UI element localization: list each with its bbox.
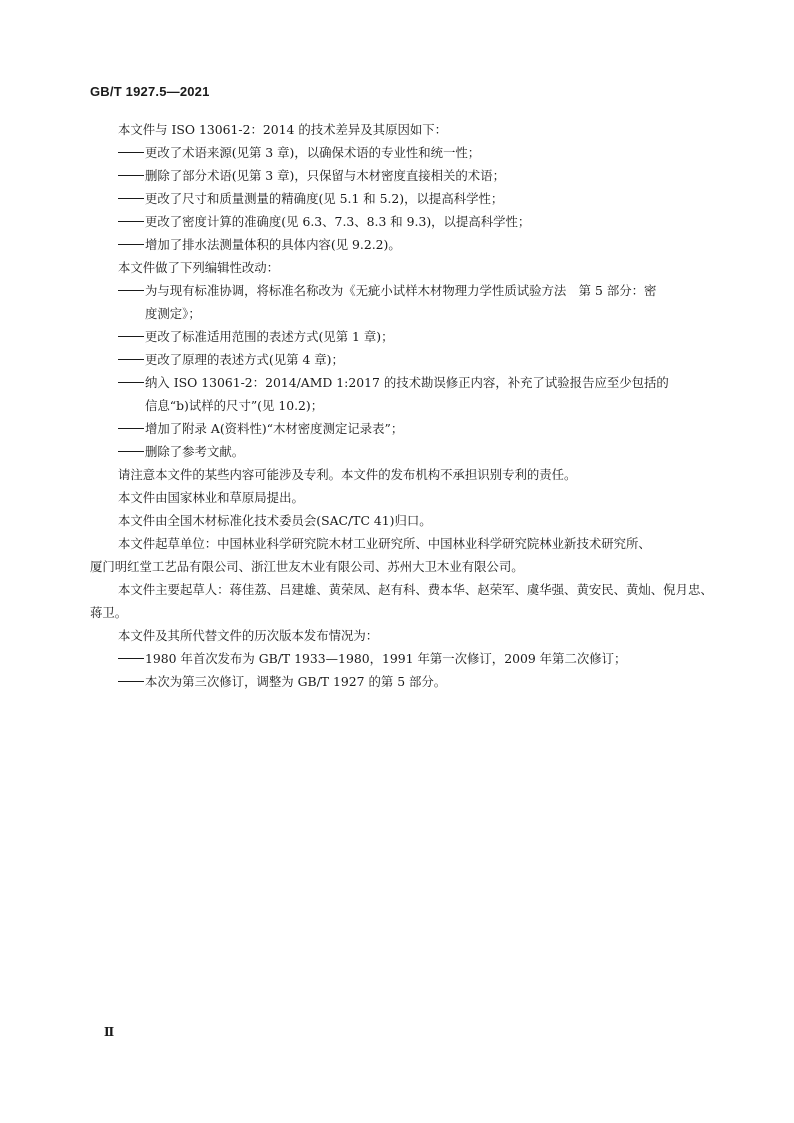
main-drafters-continued: 蒋卫。 [90, 605, 128, 620]
page-number: Ⅱ [104, 1025, 114, 1039]
dash-bullet [118, 290, 144, 292]
list-item [118, 141, 708, 164]
list-item [118, 670, 708, 693]
list-item [118, 371, 708, 394]
list-item [118, 233, 708, 256]
list-item-continuation: 度测定》； [145, 306, 201, 321]
dash-bullet [118, 152, 144, 154]
list-item [118, 325, 708, 348]
list-item-text: 增加了排水法测量体积的具体内容(见 9.2.2)。 [145, 237, 401, 252]
list-item [118, 348, 708, 371]
paragraph-line: 本文件与 ISO 13061-2：2014 的技术差异及其原因如下： [118, 122, 448, 137]
dash-bullet [118, 428, 144, 430]
standard-number-header: GB/T 1927.5—2021 [90, 84, 210, 99]
dash-bullet [118, 681, 144, 683]
list-item-text: 为与现有标准协调，将标准名称改为《无疵小试样木材物理力学性质试验方法 第 5 部分：密 [145, 283, 657, 298]
list-item [118, 417, 708, 440]
dash-bullet [118, 221, 144, 223]
list-item-text: 本次为第三次修订，调整为 GB/T 1927 的第 5 部分。 [145, 674, 447, 689]
list-item-text: 更改了原理的表述方式(见第 4 章)； [145, 352, 344, 367]
dash-bullet [118, 336, 144, 338]
drafting-organizations-continued: 厦门明红堂工艺品有限公司、浙江世友木业有限公司、苏州大卫木业有限公司。 [90, 559, 524, 574]
dash-bullet [118, 244, 144, 246]
main-drafters: 本文件主要起草人：蒋佳荔、吕建雄、黄荣凤、赵有科、费本华、赵荣军、虞华强、黄安民、黄灿、倪月忠、 [118, 582, 713, 597]
proposed-by: 本文件由国家林业和草原局提出。 [118, 490, 304, 505]
list-item-text: 更改了尺寸和质量测量的精确度(见 5.1 和 5.2)，以提高科学性； [145, 191, 504, 206]
list-item-text: 更改了术语来源(见第 3 章)，以确保术语的专业性和统一性； [145, 145, 481, 160]
list-item-text: 纳入 ISO 13061-2：2014/AMD 1:2017 的技术勘误修正内容，补充了试验报告应至少包括的 [145, 375, 669, 390]
drafting-organizations: 本文件起草单位：中国林业科学研究院木材工业研究所、中国林业科学研究院林业新技术研究所、 [118, 536, 651, 551]
list-item [118, 279, 708, 302]
paragraph-line: 本文件做了下列编辑性改动： [118, 260, 280, 275]
list-item [118, 647, 708, 670]
foreword-body [90, 118, 713, 693]
list-item-text: 增加了附录 A(资料性)“木材密度测定记录表”； [145, 421, 404, 436]
list-item-text: 更改了标准适用范围的表述方式(见第 1 章)； [145, 329, 394, 344]
dash-bullet [118, 359, 144, 361]
version-history-intro: 本文件及其所代替文件的历次版本发布情况为： [118, 628, 379, 643]
dash-bullet [118, 198, 144, 200]
technical-committee: 本文件由全国木材标准化技术委员会(SAC/TC 41)归口。 [118, 513, 432, 528]
list-item [118, 210, 708, 233]
dash-bullet [118, 658, 144, 660]
list-item [118, 187, 708, 210]
list-item-text: 删除了参考文献。 [145, 444, 245, 459]
list-item-continuation: 信息“b)试样的尺寸”(见 10.2)； [145, 398, 324, 413]
list-item-text: 更改了密度计算的准确度(见 6.3、7.3、8.3 和 9.3)，以提高科学性； [145, 214, 531, 229]
dash-bullet [118, 382, 144, 384]
dash-bullet [118, 175, 144, 177]
list-item-text: 1980 年首次发布为 GB/T 1933—1980，1991 年第一次修订，2009 年第二次修订； [145, 651, 627, 666]
list-item-text: 删除了部分术语(见第 3 章)，只保留与木材密度直接相关的术语； [145, 168, 505, 183]
list-item [118, 440, 708, 463]
patent-notice: 请注意本文件的某些内容可能涉及专利。本文件的发布机构不承担识别专利的责任。 [118, 467, 577, 482]
list-item [118, 164, 708, 187]
dash-bullet [118, 451, 144, 453]
